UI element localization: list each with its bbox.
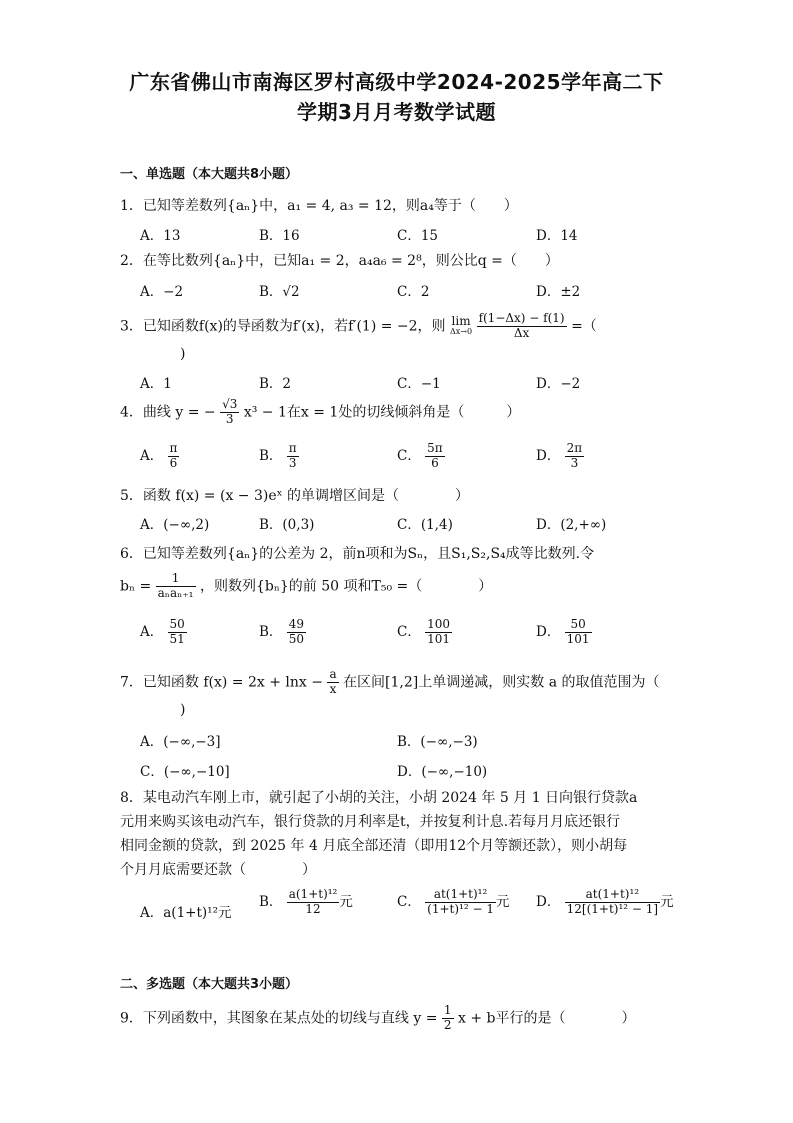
q5-option-d: D．(2,+∞): [536, 517, 607, 533]
q8-option-c: [397, 888, 509, 917]
q4-d-num: 2π: [566, 441, 583, 455]
q7-continuation: ): [180, 702, 186, 718]
q4-option-a-label: A．: [140, 447, 164, 464]
q7-fraction: [327, 668, 338, 697]
q4-option-b: [259, 442, 299, 471]
q6-b-fraction: [156, 572, 196, 601]
question-8-line-1: 8．某电动汽车刚上市，就引起了小胡的关注，小胡 2024 年 5 月 1 日向银行贷款a: [120, 790, 638, 806]
q9-frac-den: 2: [443, 1017, 452, 1032]
q8-d-num: at(1+t)¹²: [565, 888, 660, 903]
q8-option-d-frac: [565, 888, 660, 917]
q6-continuation: [120, 572, 492, 601]
q3-fraction: [477, 312, 567, 341]
q6-option-a-label: A．: [140, 623, 164, 640]
q7-option-c: C．(−∞,−10]: [140, 764, 230, 780]
q9-line-lhs: y =: [413, 1010, 438, 1027]
section-heading-single-choice: 一、单选题（本大题共8小题）: [120, 167, 299, 182]
q4-curve-rest: x³ − 1在x = 1处的切线倾斜角是（ ）: [243, 404, 521, 421]
question-7-stem: [120, 668, 660, 697]
q3-tail: =（: [571, 318, 597, 335]
q2-option-a: A．−2: [140, 284, 184, 300]
q6-option-a: [140, 618, 187, 647]
q6-c-num: 100: [427, 617, 451, 631]
q7-option-d: D．(−∞,−10): [397, 764, 488, 780]
q6-b-num: 49: [288, 617, 304, 631]
page-title-line2: 学期3月月考数学试题: [297, 100, 496, 124]
q4-stem-text: 4．曲线: [120, 404, 171, 421]
q6-b-num: 1: [156, 572, 196, 587]
q4-option-a-frac: [168, 442, 180, 471]
q6-a-den: 51: [169, 631, 185, 646]
q4-option-d-label: D．: [536, 447, 561, 464]
q7-option-a: A．(−∞,−3]: [140, 734, 221, 750]
q4-coef-den: 3: [225, 411, 234, 426]
q6-option-b-frac: [287, 618, 306, 647]
q2-option-c: C．2: [397, 284, 430, 300]
q5-option-c: C．(1,4): [397, 517, 453, 533]
q4-option-b-label: B．: [259, 447, 283, 464]
q9-stem-text: 9．下列函数中，其图象在某点处的切线与直线: [120, 1010, 409, 1027]
q7-stem-text: 7．已知函数 f(x) = 2x + lnx −: [120, 674, 323, 691]
q5-option-b: B．(0,3): [259, 517, 315, 533]
q6-b-lhs: bₙ =: [120, 578, 152, 595]
section-heading-multi-choice: 二、多选题（本大题共3小题）: [120, 977, 299, 992]
question-3-stem: [120, 312, 597, 341]
q4-option-c-frac: [425, 442, 445, 471]
q9-line-rest: x + b平行的是（ ）: [458, 1010, 636, 1027]
q4-b-den: 3: [288, 455, 297, 470]
question-9-stem: [120, 1004, 636, 1033]
q8-c-den: (1+t)¹² − 1: [427, 901, 494, 916]
q8-d-den: 12[(1+t)¹² − 1]: [566, 901, 659, 916]
q8-b-den: 12: [305, 901, 321, 916]
q5-option-a: A．(−∞,2): [140, 517, 210, 533]
q4-option-d-frac: [565, 442, 585, 471]
q8-b-unit: 元: [339, 893, 353, 910]
q4-option-a: [140, 442, 179, 471]
q4-option-c-label: C．: [397, 447, 421, 464]
q6-option-b-label: B．: [259, 623, 283, 640]
q6-option-c: [397, 618, 452, 647]
q7-frac-den: x: [329, 681, 337, 696]
q4-c-num: 5π: [427, 441, 443, 455]
q6-d-num: 50: [565, 618, 592, 633]
q4-a-den: 6: [169, 455, 178, 470]
question-8-line-2: 元用来购买该电动汽车，银行贷款的月利率是t，并按复利计息.若每月月底还银行: [120, 814, 621, 830]
q4-a-num: π: [169, 441, 178, 455]
q8-option-b-frac: [287, 888, 340, 917]
q6-option-a-frac: [168, 618, 187, 647]
q8-option-b-label: B．: [259, 893, 283, 910]
q8-option-a: [140, 901, 231, 921]
q8-option-b: [259, 888, 353, 917]
question-1-stem: 1．已知等差数列{aₙ}中，a₁ = 4, a₃ = 12，则a₄等于（ ）: [120, 198, 518, 214]
q1-option-b: B．16: [259, 228, 300, 244]
q4-c-den: 6: [431, 455, 439, 470]
page-title-line1: 广东省佛山市南海区罗村高级中学2024-2025学年高二下: [129, 70, 664, 94]
q3-stem-text: 3．已知函数f(x)的导函数为f′(x)，若f′(1) = −2，则: [120, 318, 446, 335]
question-6-stem: 6．已知等差数列{aₙ}的公差为 2，前n项和为Sₙ，且S₁,S₂,S₄成等比数列.令: [120, 546, 595, 562]
q6-a-num: 50: [169, 617, 185, 631]
q8-option-a-label: A．: [140, 905, 164, 921]
q4-d-den: 3: [570, 455, 579, 470]
q2-option-b: B．√2: [259, 284, 300, 300]
q3-option-d: D．−2: [536, 376, 581, 392]
q7-frac-num: a: [329, 667, 337, 681]
q7-option-b: B．(−∞,−3): [397, 734, 478, 750]
question-8-line-4: 个月月底需要还款（ ）: [120, 862, 316, 878]
q3-option-c: C．−1: [397, 376, 441, 392]
q7-rest: 在区间[1,2]上单调递减，则实数 a 的取值范围为（: [343, 674, 660, 691]
q3-continuation: ): [180, 346, 186, 362]
q6-option-c-frac: [425, 618, 452, 647]
q4-curve-lhs: y = −: [175, 404, 216, 421]
q3-option-b: B．2: [259, 376, 292, 392]
q4-b-num: π: [288, 441, 297, 455]
q4-option-d: [536, 442, 584, 471]
q6-d-den: 101: [566, 631, 590, 646]
q8-c-num: at(1+t)¹²: [425, 888, 496, 903]
q3-limit-sub: Δx→0: [450, 327, 473, 337]
q3-limit: lim: [451, 314, 471, 329]
q6-b-den: aₙaₙ₊₁: [157, 585, 194, 600]
q8-b-num: a(1+t)¹²: [288, 887, 338, 901]
q4-coef-num: √3: [222, 397, 238, 411]
question-4-stem: [120, 398, 520, 427]
q1-option-d: D．14: [536, 228, 578, 244]
q8-option-d: [536, 888, 674, 917]
q9-fraction: [442, 1004, 454, 1033]
q3-frac-den: Δx: [513, 325, 530, 340]
q6-c-den: 101: [427, 631, 451, 646]
q6-option-d-frac: [565, 618, 592, 647]
q3-frac-num: f(1−Δx) − f(1): [478, 311, 565, 325]
q3-option-a: A．1: [140, 376, 172, 392]
q8-d-unit: 元: [660, 893, 674, 910]
q6-option-b: [259, 618, 306, 647]
q6-option-c-label: C．: [397, 623, 421, 640]
q6-option-d-label: D．: [536, 623, 561, 640]
q4-option-b-frac: [287, 442, 299, 471]
q1-option-a: A．13: [140, 228, 181, 244]
q6-b-den: 50: [288, 631, 304, 646]
question-5-stem: 5．函数 f(x) = (x − 3)eˣ 的单调增区间是（ ）: [120, 488, 470, 504]
q2-option-d: D．±2: [536, 284, 581, 300]
q4-option-c: [397, 442, 445, 471]
q8-option-a-expr: a(1+t)¹²元: [163, 905, 232, 921]
question-2-stem: 2．在等比数列{aₙ}中，已知a₁ = 2，a₄a₆ = 2⁸，则公比q =（ ）: [120, 253, 559, 269]
q8-option-c-label: C．: [397, 893, 421, 910]
q4-coef-fraction: [220, 398, 239, 427]
q8-option-c-frac: [425, 888, 496, 917]
question-8-line-3: 相同金额的贷款，到 2025 年 4 月底全部还清（即用12个月等额还款），则小胡每: [120, 838, 628, 854]
q1-option-c: C．15: [397, 228, 439, 244]
q8-option-d-label: D．: [536, 893, 561, 910]
q6-option-d: [536, 618, 592, 647]
q8-c-unit: 元: [495, 893, 510, 910]
q6-b-rest: ，则数列{bₙ}的前 50 项和T₅₀ =（ ）: [199, 578, 493, 595]
q9-frac-num: 1: [443, 1003, 452, 1017]
